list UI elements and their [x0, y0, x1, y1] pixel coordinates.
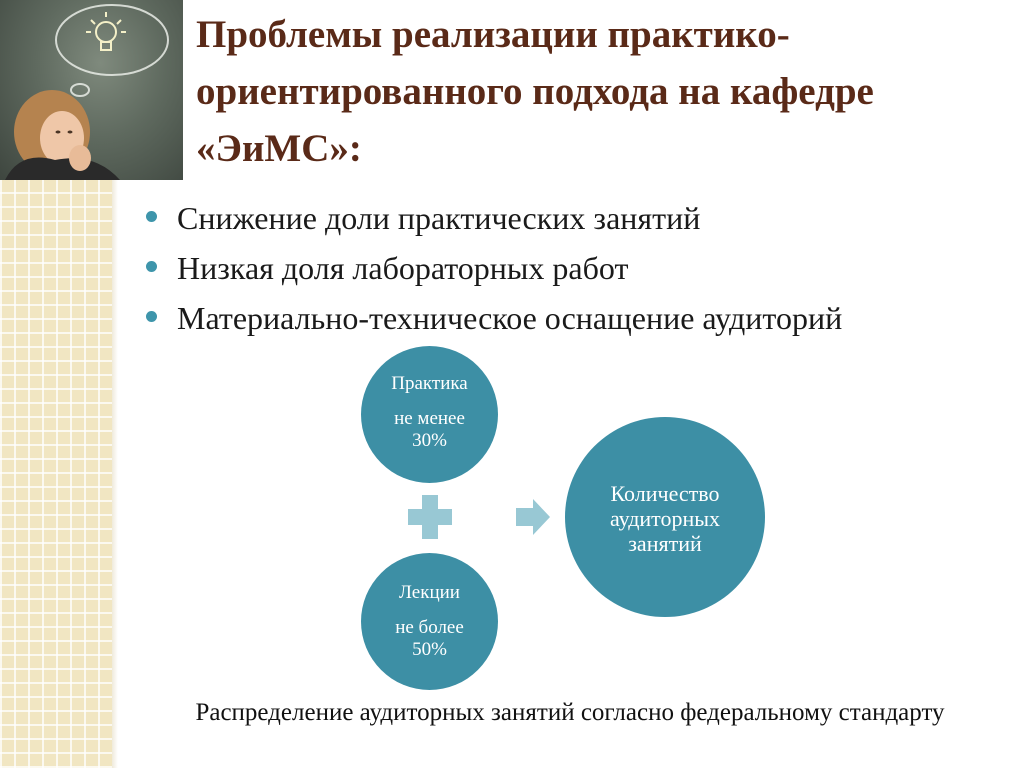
list-item-text: Материально-техническое оснащение аудиторий — [177, 300, 843, 336]
list-item-text: Снижение доли практических занятий — [177, 200, 701, 236]
bullet-icon — [146, 311, 157, 322]
title-line-3: «ЭиМС»: — [196, 127, 362, 170]
list-item-text: Низкая доля лабораторных работ — [177, 250, 629, 286]
decorative-grid-strip — [0, 180, 112, 768]
list-item — [146, 193, 1006, 243]
bullet-icon — [146, 261, 157, 272]
title-line-2: ориентированного подхода на кафедре — [196, 70, 874, 113]
list-item — [146, 293, 1006, 343]
thinking-girl-photo — [0, 0, 183, 180]
result-text: Количество аудиторных занятий — [609, 481, 721, 556]
decorative-strip-edge — [112, 180, 118, 768]
practice-value: не менее 30% — [394, 408, 465, 451]
diagram-caption: Распределение аудиторных занятий согласно федеральному стандарту — [195, 699, 945, 726]
lectures-circle — [361, 553, 498, 690]
plus-icon — [408, 495, 452, 539]
result-circle — [565, 417, 765, 617]
lectures-value: не более 50% — [395, 617, 464, 660]
lectures-label: Лекции — [399, 582, 460, 603]
list-item — [146, 243, 1006, 293]
bullet-icon — [146, 211, 157, 222]
slide-title — [196, 6, 1006, 177]
lightbulb-icon — [86, 12, 126, 50]
problem-list — [146, 193, 1006, 343]
practice-label: Практика — [391, 373, 468, 394]
practice-circle — [361, 346, 498, 483]
title-line-1: Проблемы реализации практико- — [196, 13, 790, 56]
arrow-right-icon — [516, 499, 550, 535]
